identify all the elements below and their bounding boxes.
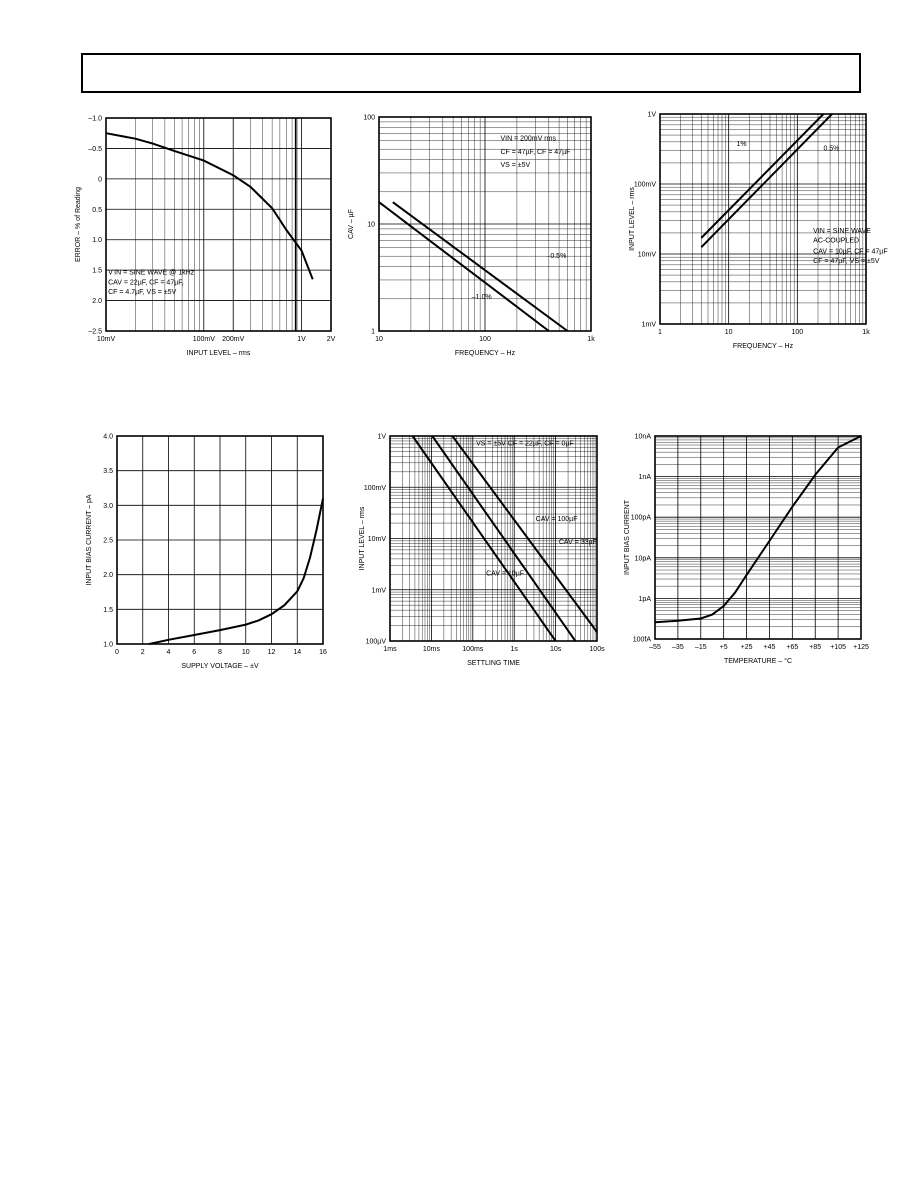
y-axis-label: INPUT LEVEL – rms bbox=[629, 187, 636, 251]
y-axis-label: INPUT LEVEL – rms bbox=[359, 506, 366, 571]
y-axis-label: ERROR – % of Reading bbox=[75, 186, 82, 263]
x-tick-label: –35 bbox=[672, 644, 684, 651]
y-tick-label: 3.5 bbox=[103, 468, 113, 476]
x-tick-label: 100mV bbox=[192, 336, 215, 343]
annotation: CAV = 22µF, CF = 47µF, bbox=[108, 279, 184, 287]
y-tick-label: 2.0 bbox=[103, 572, 113, 580]
x-tick-label: 1V bbox=[297, 336, 306, 343]
x-tick-label: +125 bbox=[853, 644, 869, 651]
y-tick-label: 100mV bbox=[363, 484, 386, 492]
x-tick-label: 2 bbox=[140, 649, 145, 656]
x-tick-label: –15 bbox=[694, 644, 707, 651]
y-tick-label: 1V bbox=[377, 433, 386, 441]
y-tick-label: 1mV bbox=[641, 321, 656, 329]
x-tick-label: 200mV bbox=[222, 336, 245, 343]
y-tick-label: 3.0 bbox=[103, 502, 113, 510]
annotation: CAV = 100µF bbox=[535, 515, 578, 523]
x-tick-label: +65 bbox=[786, 644, 799, 651]
annotation: AC-COUPLED bbox=[813, 237, 860, 245]
x-tick-label: +105 bbox=[830, 644, 847, 651]
annotation: 0.5% bbox=[823, 145, 840, 153]
x-tick-label: 6 bbox=[192, 649, 197, 656]
x-tick-label: +45 bbox=[763, 644, 776, 651]
y-tick-label: 1.5 bbox=[103, 606, 113, 614]
annotation: CAV = 10µF bbox=[486, 570, 525, 578]
chart-bias-current-vs-temperature bbox=[624, 434, 869, 666]
x-tick-label: 1k bbox=[862, 329, 870, 336]
chart-bias-current-vs-supply bbox=[86, 434, 327, 671]
annotation: VIN = 200mV rms bbox=[500, 135, 556, 143]
y-tick-label: 4.0 bbox=[103, 433, 113, 441]
annotation: –0.5% bbox=[546, 253, 567, 261]
annotation: VS = ±5V bbox=[500, 162, 531, 170]
series-line-0 bbox=[701, 114, 823, 238]
x-tick-label: 1k bbox=[587, 336, 595, 343]
annotation: CF = 47µF, VS = ±5V bbox=[813, 258, 880, 266]
x-tick-label: –55 bbox=[649, 644, 661, 651]
x-tick-label: 0 bbox=[115, 649, 119, 656]
x-axis-label: SUPPLY VOLTAGE – ±V bbox=[181, 663, 259, 670]
y-tick-label: 100fA bbox=[632, 636, 651, 644]
chart-cav-vs-frequency bbox=[348, 115, 595, 358]
x-tick-label: 16 bbox=[319, 649, 327, 656]
x-tick-label: +5 bbox=[719, 644, 728, 651]
x-tick-label: 14 bbox=[293, 649, 302, 656]
y-tick-label: –2.5 bbox=[88, 328, 102, 336]
chart-error-vs-input-level bbox=[75, 116, 336, 358]
x-tick-label: 4 bbox=[166, 649, 171, 656]
series-line-0 bbox=[106, 133, 313, 279]
annotation: V IN = SINE WAVE @ 1kHz bbox=[108, 269, 195, 277]
y-tick-label: 1.0 bbox=[103, 641, 113, 649]
x-tick-label: +25 bbox=[740, 644, 753, 651]
y-axis-label: INPUT BIAS CURRENT – pA bbox=[86, 494, 93, 586]
x-tick-label: 10mV bbox=[96, 336, 116, 343]
annotation: –1.0% bbox=[471, 293, 492, 301]
x-tick-label: 10 bbox=[724, 329, 733, 336]
x-tick-label: 8 bbox=[218, 649, 222, 656]
y-tick-label: –1.0 bbox=[88, 115, 102, 123]
x-tick-label: 2V bbox=[326, 336, 336, 343]
annotation: VIN = SINE WAVE bbox=[813, 227, 871, 235]
x-tick-label: 10 bbox=[375, 336, 383, 343]
annotation: CAV = 33µF bbox=[558, 539, 597, 547]
grid bbox=[117, 436, 323, 644]
x-tick-label: 12 bbox=[267, 649, 276, 656]
x-axis-label: SETTLING TIME bbox=[467, 660, 520, 667]
y-tick-label: 1mV bbox=[371, 587, 386, 595]
y-tick-label: 100 bbox=[363, 114, 375, 122]
chart-input-level-vs-settling bbox=[359, 434, 605, 668]
y-tick-label: 100mV bbox=[633, 181, 656, 189]
x-axis-label: INPUT LEVEL – rms bbox=[186, 350, 251, 357]
x-axis-label: FREQUENCY – Hz bbox=[732, 343, 794, 350]
y-tick-label: 0.5 bbox=[92, 206, 102, 214]
y-tick-label: 1.0 bbox=[92, 237, 102, 245]
x-tick-label: 100s bbox=[589, 646, 605, 653]
y-axis-label: INPUT BIAS CURRENT bbox=[624, 500, 631, 575]
annotation: CF = 47µF, CF = 47µF bbox=[500, 149, 571, 157]
y-tick-label: 100µV bbox=[365, 638, 386, 646]
y-tick-label: 2.0 bbox=[92, 298, 102, 306]
y-tick-label: 2.5 bbox=[103, 537, 113, 545]
x-axis-label: TEMPERATURE – °C bbox=[723, 658, 793, 665]
grid bbox=[655, 436, 861, 639]
x-tick-label: 1ms bbox=[383, 646, 397, 653]
y-tick-label: 10mV bbox=[637, 251, 656, 259]
x-tick-label: 10ms bbox=[422, 646, 440, 653]
annotation: 1% bbox=[736, 140, 747, 148]
y-tick-label: 10mV bbox=[367, 536, 386, 543]
y-tick-label: 10 bbox=[367, 221, 375, 229]
series-line-0 bbox=[655, 436, 861, 622]
y-tick-label: 1nA bbox=[638, 474, 651, 482]
y-tick-label: 1V bbox=[647, 111, 656, 119]
y-tick-label: 1.5 bbox=[92, 267, 102, 275]
grid bbox=[106, 118, 331, 331]
y-tick-label: –0.5 bbox=[88, 145, 102, 153]
x-tick-label: 1s bbox=[510, 646, 518, 653]
x-tick-label: 100 bbox=[791, 329, 804, 336]
chart-input-level-vs-frequency bbox=[629, 112, 888, 351]
annotation: VS = ±5V CF = 22µF, CF = 0µF bbox=[476, 440, 574, 448]
y-tick-label: 10pA bbox=[634, 555, 651, 563]
y-tick-label: 1pA bbox=[638, 595, 651, 603]
y-tick-label: 10nA bbox=[634, 433, 651, 441]
y-tick-label: 1 bbox=[371, 328, 375, 336]
x-tick-label: 1 bbox=[658, 329, 662, 336]
y-axis-label: CAV – µF bbox=[348, 209, 355, 239]
annotation: CAV = 10µF, CF = 47µF bbox=[813, 248, 888, 256]
y-tick-label: 0 bbox=[98, 176, 102, 184]
x-tick-label: 100 bbox=[479, 336, 491, 343]
y-tick-label: 100pA bbox=[630, 514, 651, 522]
x-tick-label: +85 bbox=[809, 644, 822, 651]
x-tick-label: 10 bbox=[241, 649, 250, 656]
x-tick-label: 100ms bbox=[462, 646, 484, 653]
x-tick-label: 10s bbox=[549, 646, 562, 653]
x-axis-label: FREQUENCY – Hz bbox=[454, 350, 516, 357]
annotation: CF = 4.7µF, VS = ±5V bbox=[108, 288, 177, 296]
plot-frame bbox=[655, 436, 861, 639]
